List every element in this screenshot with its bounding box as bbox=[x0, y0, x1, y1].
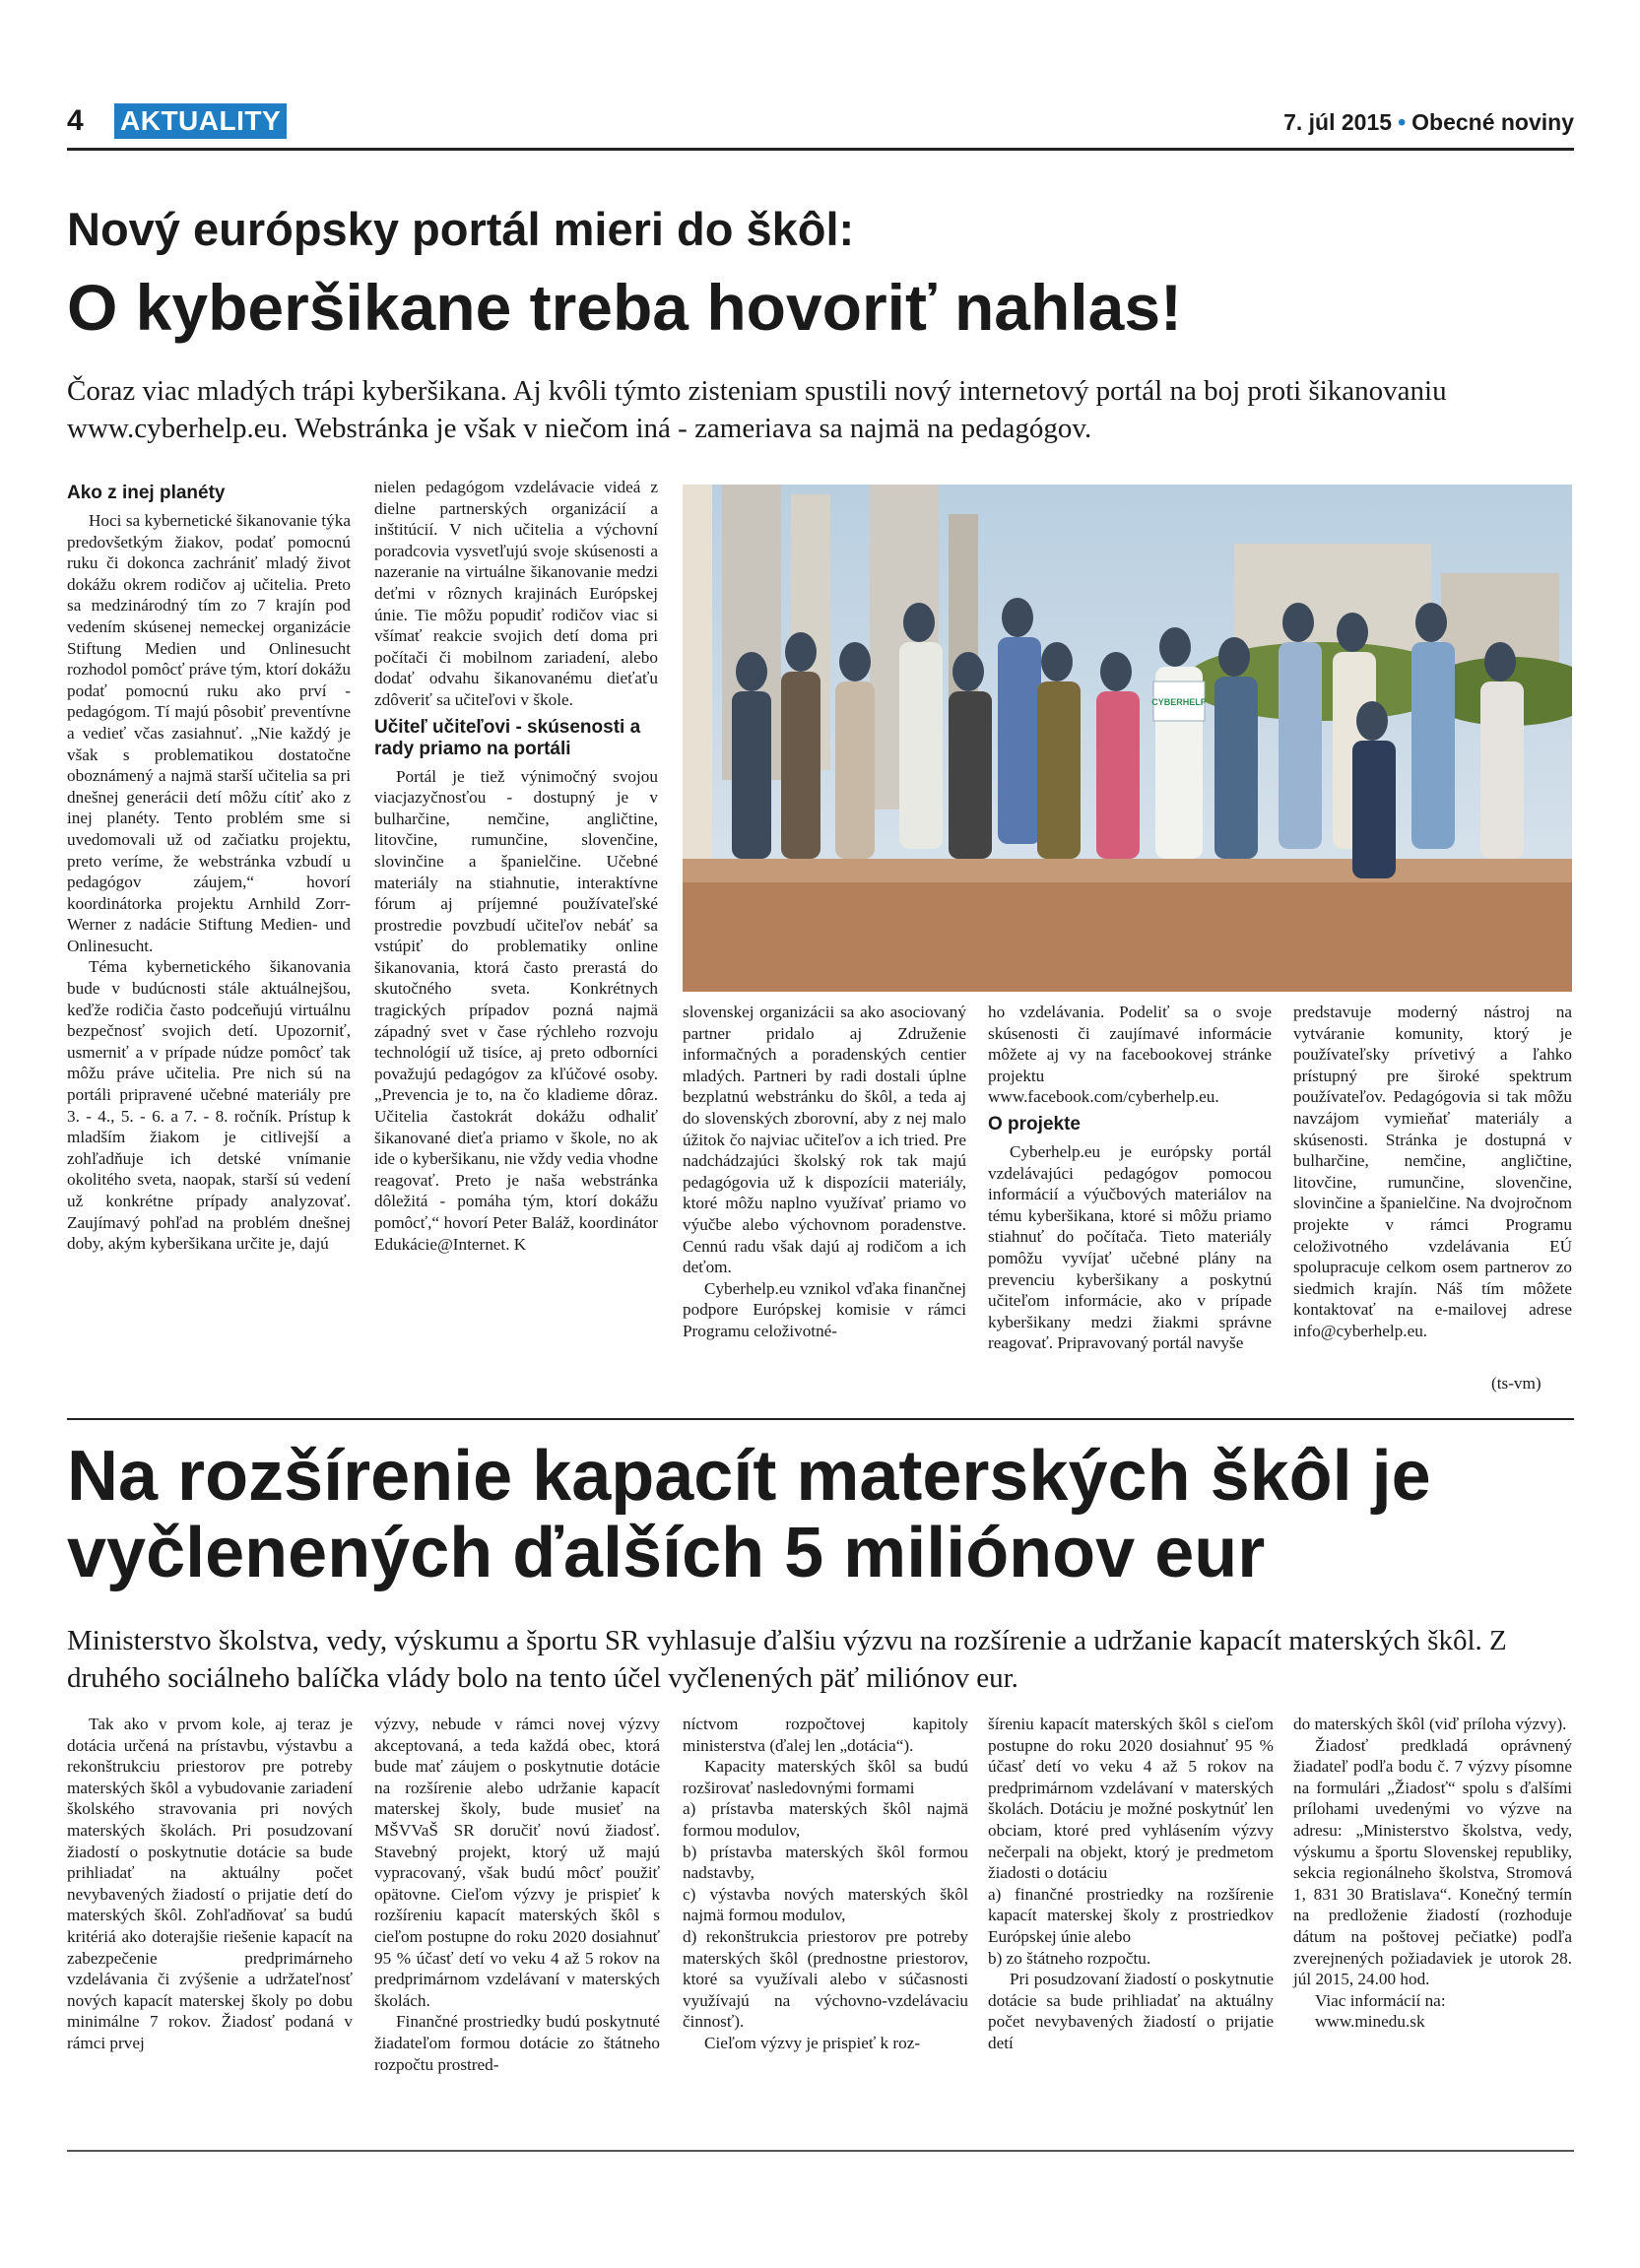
page-number: 4 bbox=[67, 104, 84, 137]
paragraph: slovenskej organizácii sa ako asociovaný partner pridalo aj Združenie informačných a poradenských centier mladých. Partneri by radi dostali úplne bezplatnú webstránku do škôl, a teda aj do slovenských zborovní, aby z nej malo úžitok čo najviac učiteľov a ich tried. Pre nadchádzajúci školský rok tak majú pedagógovia už k dispozícii materiály, ktoré môžu naplno využívať priamo vo výučbe alebo výchovnom poradenstve. Cennú radu však dajú aj rodičom a ich deťom. bbox=[683, 1003, 966, 1277]
paragraph: šíreniu kapacít materských škôl s cieľom postupne do roku 2020 dosiahnuť 95 % účasť detí vo veku 4 až 5 rokov na predprimárnom vzdelávaní v materských školách. Dotáciu je možné poskytnúť len obciam, ktoré pred vyhlásením výzvy nečerpali na objekt, ktorý je predmetom žiadosti o dotáciu bbox=[988, 1715, 1274, 1883]
article1-lead: Čoraz viac mladých trápi kyberšikana. Aj kvôli týmto zisteniam spustili nový internetový portál na boj proti šikanovaniu www.cyberhelp.eu. Webstránka je však v niečom iná - zameriava sa najmä na pedagógov. bbox=[67, 375, 1447, 444]
group-photo bbox=[683, 485, 1572, 992]
list-item: b) prístavba materských škôl formou nadstavby, bbox=[683, 1842, 968, 1883]
paragraph: do materských škôl (viď príloha výzvy). bbox=[1293, 1715, 1567, 1733]
list-item: d) rekonštrukcia priestorov pre potreby materských škôl (prednostne priestorov, ktoré sa využívali alebo v súčasnosti využívajú na výchovno-vzdelávaciu činnosť). bbox=[683, 1926, 968, 2032]
article1-kicker: Nový európsky portál mieri do škôl: bbox=[67, 203, 855, 255]
list-item: b) zo štátneho rozpočtu. bbox=[988, 1948, 1151, 1968]
photo-illustration bbox=[683, 485, 1572, 992]
article2-column-3 bbox=[683, 1714, 968, 2054]
paragraph: ho vzdelávania. Podeliť sa o svoje skúsenosti či zaujímavé informácie môžete aj vy na facebookovej stránke projektu www.facebook.com/cyberhelp.eu. bbox=[988, 1003, 1272, 1107]
paragraph: predstavuje moderný nástroj na vytváranie komunity, ktorý je používateľsky prívetivý a ľahko prístupný pre široké spektrum používateľov. Pedagógovia si tak môžu navzájom vymieňať materiály a skúsenosti. Stránka je dostupná v bulharčine, nemčine, angličtine, litovčine, rumunčine, slovenčine, slovinčine a španielčine. Na dvojročnom projekte v rámci Programu celoživotného vzdelávania EÚ spolupracuje celkom osem partnerov zo siedmich krajín. Náš tím môžete kontaktovať na e-mailovej adrese info@cyberhelp.eu. bbox=[1293, 1003, 1572, 1340]
header-divider bbox=[67, 148, 1574, 151]
paragraph: Žiadosť predkladá oprávnený žiadateľ podľa bodu č. 7 výzvy písomne na formulári „Žiadosť“ spolu s ďalšími prílohami uvedenými vo výzve na adresu: „Ministerstvo školstva, vedy, výskumu a športu Slovenskej republiky, sekcia regionálneho školstva, Stromová 1, 831 30 Bratislava“. Konečný termín na predloženie žiadostí (rozhoduje dátum na poštovej pečiatke) podľa zverejnených požiadaviek je utorok 28. júl 2015, 24.00 hod. bbox=[1293, 1735, 1572, 1989]
paragraph: Tak ako v prvom kole, aj teraz je dotácia určená na prístavbu, výstavbu a rekonštrukciu priestorov pre potreby materských škôl a vybudovanie zariadení školského stravovania pri nových materských školách. Pri posudzovaní žiadostí o poskytnutie dotácie sa bude prihliadať na aktuálny počet nevybavených žiadostí o prijatie detí do materských škôl. Zohľadňovať sa budú kritériá ako doterajšie riešenie kapacít na zabezpečenie predprimárneho vzdelávania či zvýšenie a udržateľnosť nových kapacít materskej školy po dobu minimálne 7 rokov. Žiadosť podaná v rámci prvej bbox=[67, 1715, 353, 2052]
list-item: a) finančné prostriedky na rozšírenie kapacít materskej školy z prostriedkov Európskej únie alebo bbox=[988, 1884, 1274, 1946]
article-divider bbox=[67, 1418, 1574, 1420]
paragraph: níctvom rozpočtovej kapitoly ministerstva (ďalej len „dotácia“). bbox=[683, 1715, 968, 1755]
article1-column-3 bbox=[683, 1002, 966, 1342]
section-label: AKTUALITY bbox=[114, 103, 287, 139]
paragraph: Hoci sa kybernetické šikanovanie týka predovšetkým žiakov, podať pomocnú ruku či dokonca zachrániť mladý život dokážu okrem rodičov aj učitelia. Preto sa medzinárodný tím zo 7 krajín pod vedením skúsenej nemeckej organizácie Stiftung Medien und Onlinesucht rozhodol pomôcť práve tým, ktorí dokážu podať pomocnú ruku ako prví - pedagógom. Tí majú pôsobiť preventívne a vedieť včas zasiahnuť. „Nie každý je však s problematikou dostatočne oboznámený a najmä starší učitelia sa pri dnešnej generácii detí môžu cítiť ako z inej planéty. Tento problém sme si uvedomovali už od začiatku projektu, preto veríme, že webstránka vzbudí u pedagógov záujem,“ hovorí koordinátorka projektu Arnhild Zorr-Werner z nadácie Stiftung Medien- und Onlinesucht. bbox=[67, 511, 351, 955]
issue-date: 7. júl 2015 bbox=[1283, 109, 1393, 135]
subhead-ako-z-inej-planety: Ako z inej planéty bbox=[67, 483, 226, 503]
paragraph: Téma kybernetického šikanovania bude v budúcnosti stále aktuálnejšou, keďže rodičia často podceňujú virtuálnu bezpečnosť svojich detí. Upozorniť, usmerniť a v prípade núdze pomôcť tak môžu práve učitelia. Pre nich sú na portáli pripravené učebné materiály pre 3. - 4., 5. - 6. a 7. - 8. ročník. Prístup k mladším žiakom je citlivejší a zohľadňuje ich detské vnímanie okolitého sveta, naopak, starší sú vedení už konkrétne prípady analyzovať. Zaujímavý pohľad na problém dnešnej doby, akým kyberšikana určite je, dajú bbox=[67, 957, 351, 1254]
article2-column-1 bbox=[67, 1714, 353, 2054]
shirt-label: CYBERHELP bbox=[1151, 697, 1207, 707]
paragraph: Kapacity materských škôl sa budú rozširovať nasledovnými formami bbox=[683, 1757, 968, 1797]
web-link[interactable]: www.minedu.sk bbox=[1315, 2012, 1425, 2032]
issue-info bbox=[1283, 107, 1574, 137]
subhead-o-projekte: O projekte bbox=[988, 1113, 1081, 1134]
publication-name: Obecné noviny bbox=[1411, 109, 1574, 135]
article2-lead: Ministerstvo školstva, vedy, výskumu a športu SR vyhlasuje ďalšiu výzvu na rozšírenie a udržanie kapacít materských škôl. Z druhého sociálneho balíčka vlády bolo na tento účel vyčlenených päť miliónov eur. bbox=[67, 1625, 1507, 1694]
paragraph: Cyberhelp.eu je európsky portál vzdelávajúci pedagógov pomocou informácií a výučbových materiálov na tému kyberšikana, ktoré si môžu priamo stiahnuť do počítača. Tieto materiály pomôžu vyvíjať učebné plány na prevenciu kyberšikany a poskytnú učiteľom informácie, ako v prípade kyberšikany medzi žiakmi správne reagovať. Pripravovaný portál navyše bbox=[988, 1141, 1272, 1353]
page-header bbox=[67, 103, 1574, 147]
paragraph: Cyberhelp.eu vznikol vďaka finančnej podpore Európskej komisie v rámci Programu celoživotné- bbox=[683, 1278, 966, 1340]
paragraph: Finančné prostriedky budú poskytnuté žiadateľom formou dotácie zo štátneho rozpočtu prostred- bbox=[374, 2012, 660, 2074]
paragraph: výzvy, nebude v rámci novej výzvy akceptovaná, a teda každá obec, ktorá bude mať záujem o poskytnutie dotácie na rozšírenie alebo udržanie kapacít materskej školy, bude musieť na MŠVVaŠ SR doručiť novú žiadosť. Stavebný projekt, ktorý už majú vypracovaný, však budú môcť použiť opätovne. Cieľom výzvy je prispieť k rozšíreniu kapacít materských škôl s cieľom postupne do roku 2020 dosiahnuť 95 % účasť detí vo veku 4 až 5 rokov na predprimárnom vzdelávaní v materských školách. bbox=[374, 1715, 660, 2010]
article1-headline: O kyberšikane treba hovoriť nahlas! bbox=[67, 271, 1183, 344]
article2-column-4 bbox=[988, 1714, 1274, 2054]
subhead-ucitel-ucitelovi: Učiteľ učiteľovi - skúsenosti a rady priamo na portáli bbox=[374, 716, 641, 759]
list-item: a) prístavba materských škôl najmä formou modulov, bbox=[683, 1799, 968, 1840]
article1-column-5 bbox=[1293, 1002, 1572, 1342]
article1-column-4 bbox=[988, 1002, 1272, 1354]
author-signature: (ts-vm) bbox=[1491, 1374, 1542, 1393]
list-item: c) výstavba nových materských škôl najmä formou modulov, bbox=[683, 1884, 968, 1925]
article1-column-1 bbox=[67, 477, 351, 1255]
article2-headline: Na rozšírenie kapacít materských škôl je vyčlenených ďalších 5 miliónov eur bbox=[67, 1437, 1431, 1592]
bottom-divider bbox=[67, 2150, 1574, 2152]
paragraph: Pri posudzovaní žiadostí o poskytnutie dotácie sa bude prihliadať na aktuálny počet nevybavených žiadostí o prijatie detí bbox=[988, 1970, 1274, 2052]
article2-column-5 bbox=[1293, 1714, 1572, 2033]
paragraph: Portál je tiež výnimočný svojou viacjazyčnosťou - dostupný je v bulharčine, nemčine, angličtine, litovčine, rumunčine, slovenčine, slovinčine a španielčine. Učebné materiály na stiahnutie, interaktívne fórum aj príjemné používateľské prostredie povzbudí učiteľov nebáť sa vstúpiť do problematiky online šikanovania, ktorá často prerastá do skutočného sveta. Konkrétnych tragických prípadov pozná najmä západný svet v čase rýchleho rozvoju technológií už tisíce, aj preto odborníci považujú pedagógov za kľúčové osoby. „Prevencia je to, na čo kladieme dôraz. Učitelia častokrát dokážu odhaliť šikanované dieťa priamo v škole, no ak ide o kyberšikanu, nie vždy vedia vhodne reagovať. Preto je naša webstránka dôležitá - pomáha tým, ktorí dokážu pomôcť,“ hovorí Peter Baláž, koordinátor Edukácie@Internet. K bbox=[374, 766, 658, 1254]
separator-dot: • bbox=[1398, 109, 1407, 135]
paragraph: Viac informácií na: bbox=[1315, 1990, 1446, 2010]
article1-column-2 bbox=[374, 477, 658, 1255]
paragraph: Cieľom výzvy je prispieť k roz- bbox=[704, 2033, 921, 2052]
paragraph: nielen pedagógom vzdelávacie videá z dielne partnerských organizácií a inštitúcií. V nich učitelia a výchovní poradcovia vysvetľujú svoje skúsenosti a nazeranie na virtuálne šikanovanie medzi deťmi v rôznych krajinách Európskej únie. Tie môžu popudiť rodičov viac si všímať reakcie svojich detí doma pri počítači či mobilnom zariadení, alebo dodať odvahu šikanovanému dieťaťu zdôveriť sa učiteľovi v škole. bbox=[374, 478, 658, 709]
article2-column-2 bbox=[374, 1714, 660, 2075]
